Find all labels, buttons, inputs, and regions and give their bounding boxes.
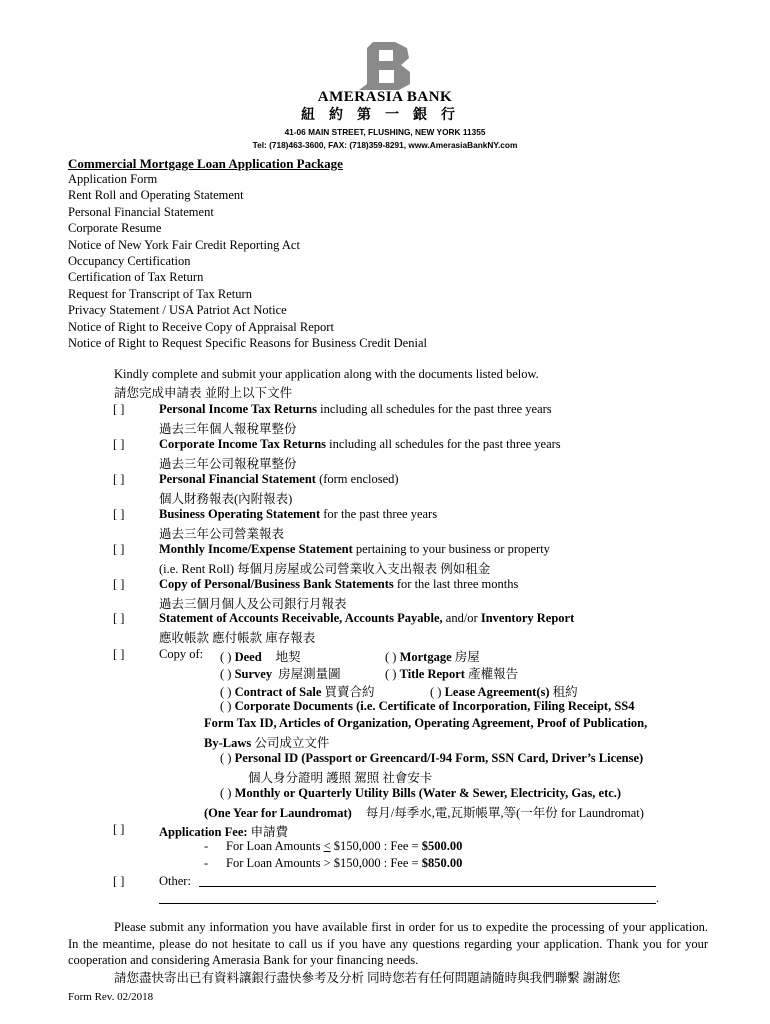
- bank-name-chinese: 紐約第一銀行: [301, 108, 469, 123]
- bank-contact: Tel: (718)463-3600, FAX: (718)359-8291, www.AmerasiaBankNY.com: [252, 140, 518, 150]
- closing-chinese: 請您盡快寄出已有資料讓銀行盡快參考及分析 同時您若有任何問題請隨時與我們聯繫 謝謝您: [114, 971, 621, 985]
- item-business-operating-statement: Business Operating Statement for the past three years: [159, 507, 438, 521]
- list-item: Notice of Right to Receive Copy of Appraisal Report: [68, 319, 334, 334]
- item-chinese: 過去三個月個人及公司銀行月報表: [159, 597, 347, 611]
- corporate-documents-line2: Form Tax ID, Articles of Organization, Operating Agreement, Proof of Publication,: [204, 716, 648, 730]
- item-personal-tax-returns: Personal Income Tax Returns including all schedules for the past three years: [159, 402, 552, 416]
- closing-paragraph: Please submit any information you have available first in order for us to expedite the processing of your application. In the meantime, please do not hesitate to call us if you have any questions regarding your application. Thank you for your cooperation and considering Amerasia Bank for your financing needs.: [68, 920, 708, 967]
- form-revision: Form Rev. 02/2018: [68, 991, 154, 1003]
- package-title: Commercial Mortgage Loan Application Package: [68, 156, 343, 171]
- list-item: Rent Roll and Operating Statement: [68, 188, 244, 203]
- sub-checkbox-utility-bills[interactable]: ( ) Monthly or Quarterly Utility Bills (Water & Sewer, Electricity, Gas, etc.): [220, 786, 622, 800]
- sub-checkbox-title-report[interactable]: ( ) Title Report 產權報告: [385, 667, 519, 681]
- sub-checkbox-lease-agreement[interactable]: ( ) Lease Agreement(s) 租約: [430, 685, 578, 699]
- checkbox[interactable]: [ ]: [113, 542, 125, 556]
- fee-dash: -: [204, 856, 209, 870]
- item-chinese: 過去三年個人報稅單整份: [159, 422, 297, 436]
- checkbox[interactable]: [ ]: [113, 577, 125, 591]
- list-item: Notice of New York Fair Credit Reporting Act: [68, 237, 300, 252]
- item-accounts-statement: Statement of Accounts Receivable, Accounts Payable, and/or Inventory Report: [159, 611, 575, 625]
- sub-checkbox-mortgage[interactable]: ( ) Mortgage 房屋: [385, 650, 480, 664]
- list-item: Corporate Resume: [68, 221, 162, 236]
- checkbox[interactable]: [ ]: [113, 472, 125, 486]
- checkbox[interactable]: [ ]: [113, 507, 125, 521]
- list-item: Request for Transcript of Tax Return: [68, 286, 252, 301]
- intro-text-chinese: 請您完成申請表 並附上以下文件: [114, 386, 293, 400]
- fee-line-over-150k: For Loan Amounts > $150,000 : Fee = $850.00: [226, 856, 463, 870]
- other-input-line[interactable]: [199, 886, 656, 887]
- checkbox[interactable]: [ ]: [113, 874, 125, 888]
- checkbox[interactable]: [ ]: [113, 437, 125, 451]
- item-rent-roll-note: (i.e. Rent Roll) 每個月房屋或公司營業收入支出報表 例如租金: [159, 562, 491, 576]
- item-chinese: 應收帳款 應付帳款 庫存報表: [159, 631, 316, 645]
- checkbox[interactable]: [ ]: [113, 647, 125, 661]
- checkbox[interactable]: [ ]: [113, 611, 125, 625]
- other-period: .: [656, 891, 660, 905]
- list-item: Certification of Tax Return: [68, 270, 204, 285]
- bank-name: AMERASIA BANK: [317, 89, 453, 105]
- bank-b-logo-icon: [355, 40, 415, 92]
- sub-checkbox-contract-of-sale[interactable]: ( ) Contract of Sale 買賣合約: [220, 685, 375, 699]
- fee-line-under-150k: For Loan Amounts < $150,000 : Fee = $500.00: [226, 839, 463, 853]
- laundromat-note: (One Year for Laundromat) 每月/每季水,電,瓦斯帳單,等(一年份 for Laundromat): [204, 806, 644, 820]
- fee-dash: -: [204, 839, 209, 853]
- sub-checkbox-personal-id[interactable]: ( ) Personal ID (Passport or Greencard/I-94 Form, SSN Card, Driver’s License): [220, 751, 644, 765]
- item-corporate-tax-returns: Corporate Income Tax Returns including all schedules for the past three years: [159, 437, 561, 451]
- item-personal-financial-statement: Personal Financial Statement (form enclosed): [159, 472, 399, 486]
- intro-text: Kindly complete and submit your application along with the documents listed below.: [114, 367, 539, 381]
- copy-of-label: Copy of:: [159, 647, 204, 661]
- personal-id-chinese: 個人身分證明 護照 駕照 社會安卡: [248, 771, 433, 785]
- checkbox[interactable]: [ ]: [113, 822, 125, 836]
- item-chinese: 過去三年公司報稅單整份: [159, 457, 297, 471]
- sub-checkbox-survey[interactable]: ( ) Survey 房屋測量圖: [220, 667, 341, 681]
- list-item: Personal Financial Statement: [68, 204, 214, 219]
- package-document-list: [68, 171, 427, 351]
- other-label: Other:: [159, 874, 191, 888]
- bank-address: 41-06 MAIN STREET, FLUSHING, NEW YORK 11355: [284, 127, 486, 137]
- corporate-documents-line3: By-Laws 公司成立文件: [204, 736, 330, 750]
- item-chinese: 個人財務報表(內附報表): [159, 492, 293, 506]
- list-item: Occupancy Certification: [68, 254, 191, 269]
- application-fee-label: Application Fee: 申請費: [159, 825, 289, 839]
- checkbox[interactable]: [ ]: [113, 402, 125, 416]
- list-item: Notice of Right to Request Specific Reasons for Business Credit Denial: [68, 336, 427, 351]
- sub-checkbox-deed[interactable]: ( ) Deed 地契: [220, 650, 301, 664]
- other-input-line-2[interactable]: [159, 903, 656, 904]
- item-bank-statements: Copy of Personal/Business Bank Statements for the last three months: [159, 577, 519, 591]
- item-monthly-income-expense: Monthly Income/Expense Statement pertaining to your business or property: [159, 542, 550, 556]
- sub-checkbox-corporate-documents[interactable]: ( ) Corporate Documents (i.e. Certificate of Incorporation, Filing Receipt, SS4: [220, 699, 635, 713]
- item-chinese: 過去三年公司營業報表: [159, 527, 285, 541]
- list-item: Application Form: [68, 172, 158, 186]
- list-item: Privacy Statement / USA Patriot Act Notice: [68, 303, 287, 318]
